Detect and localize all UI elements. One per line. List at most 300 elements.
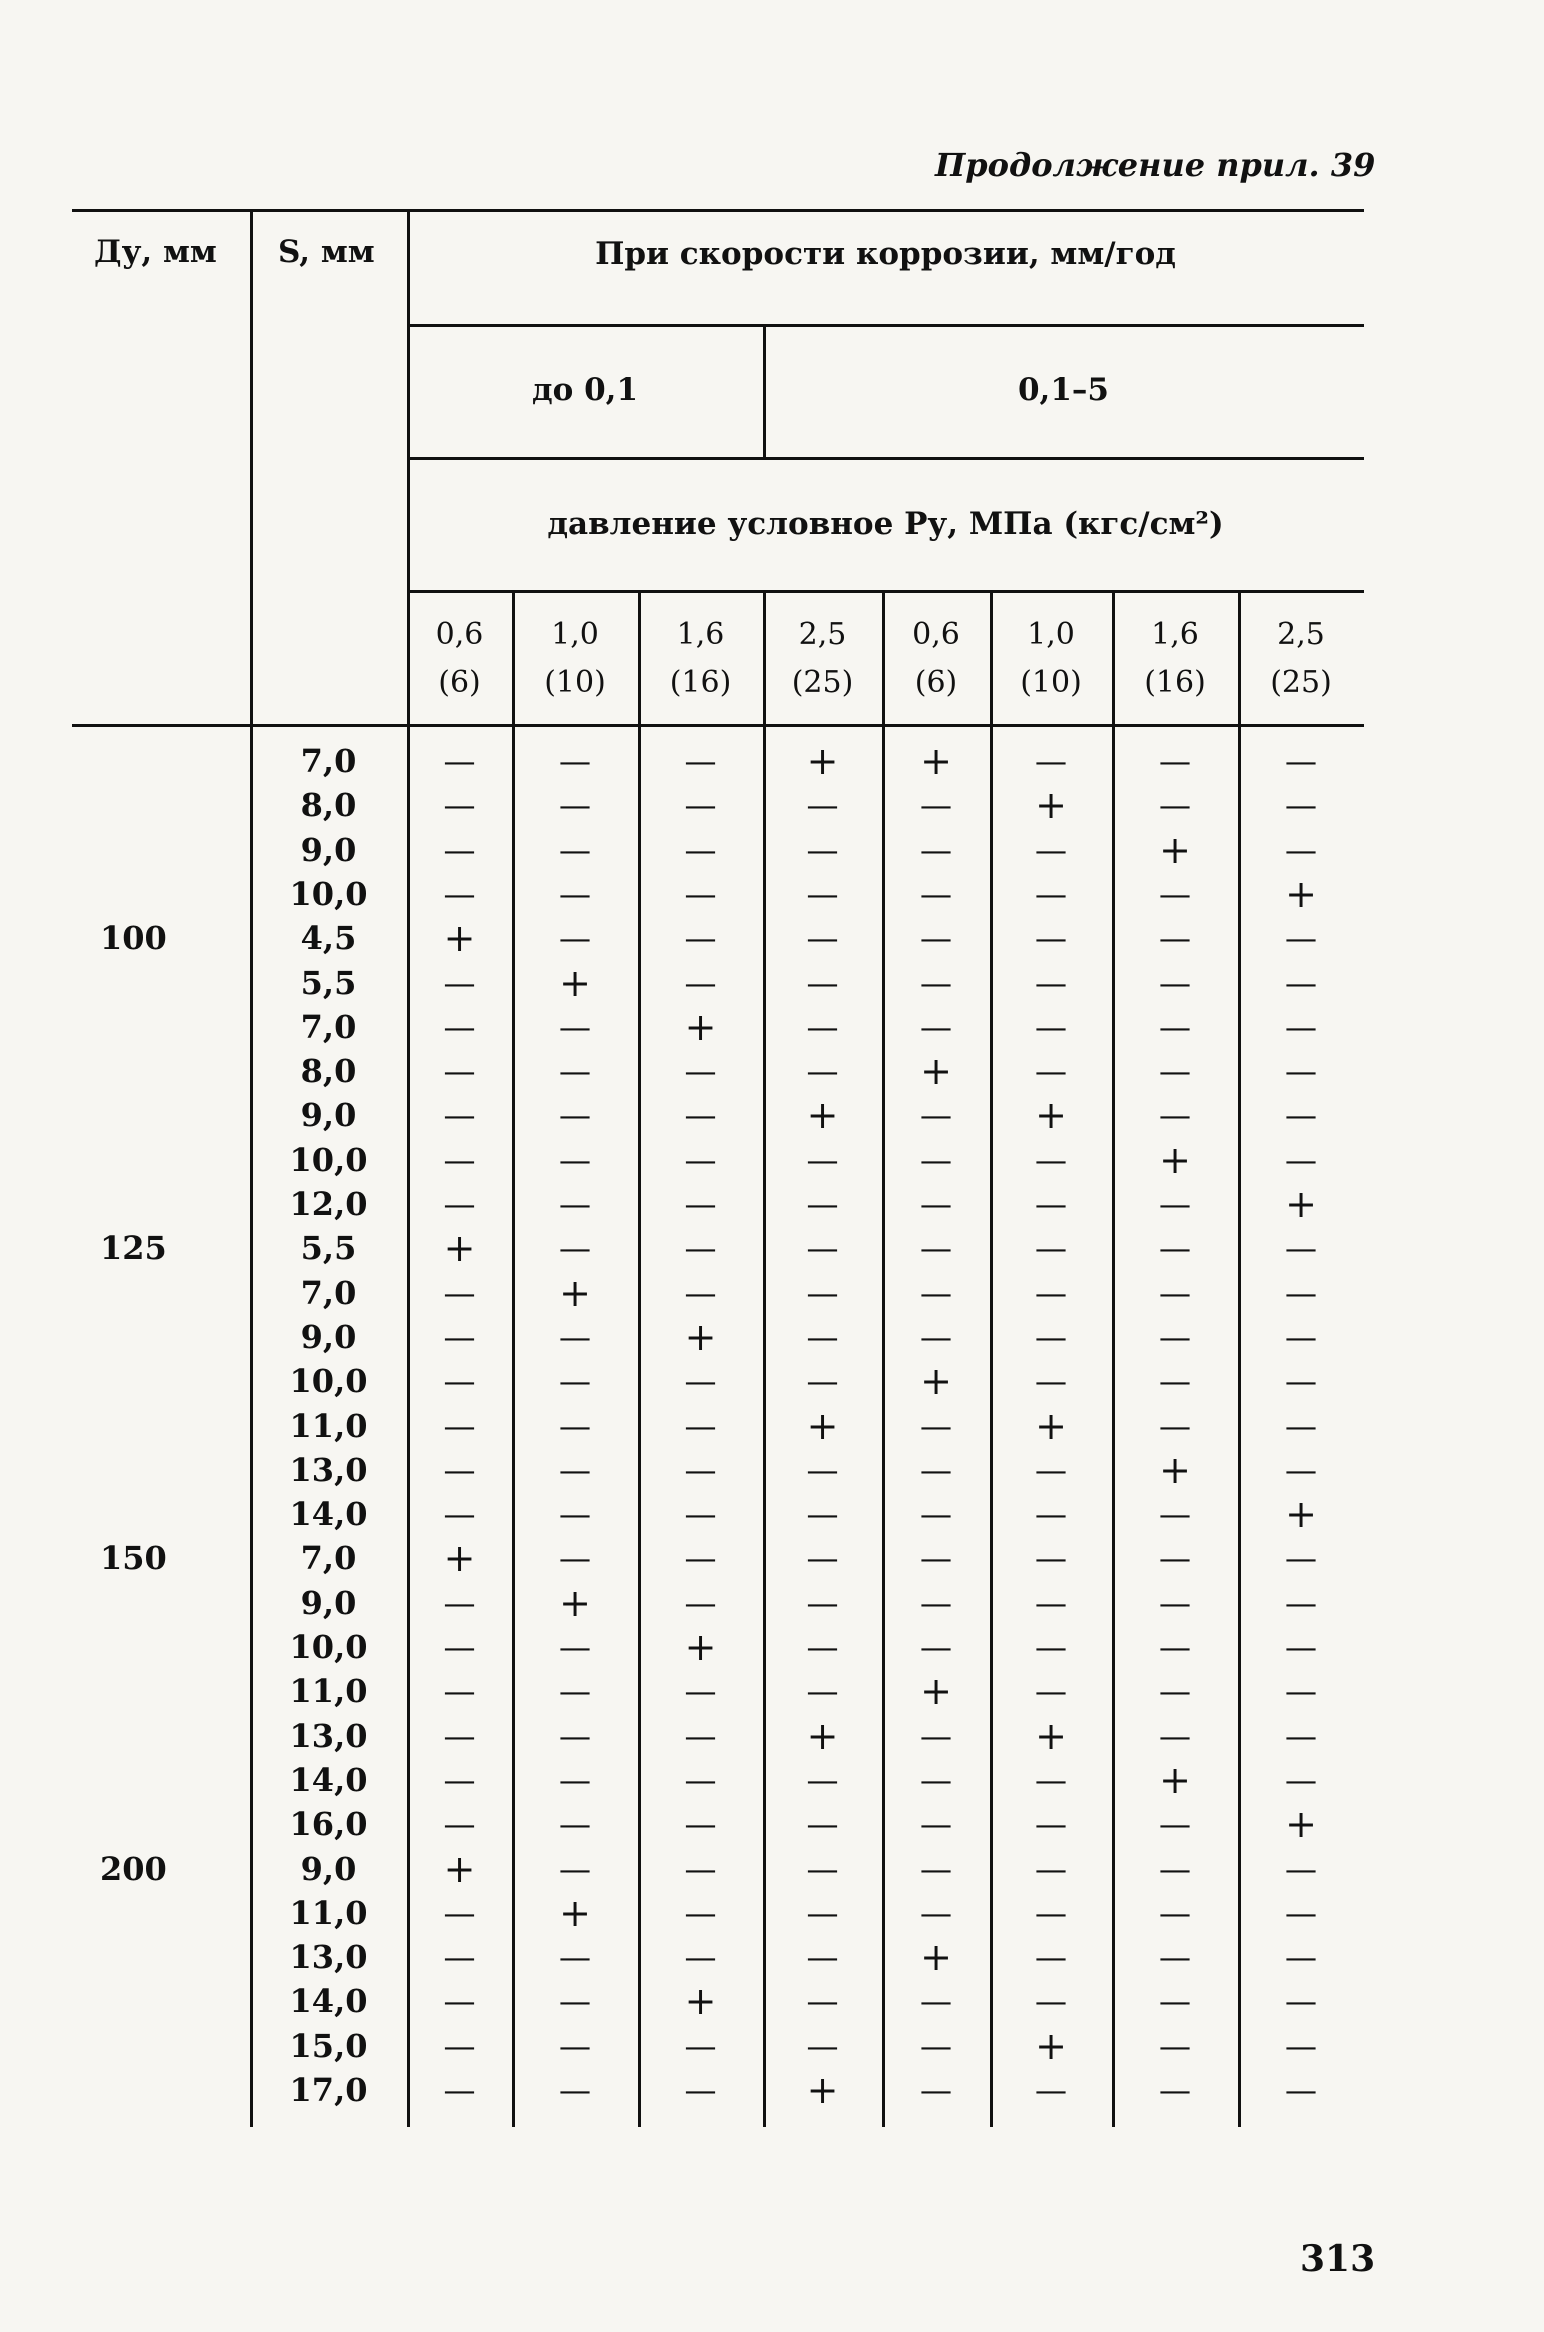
not-applicable-mark: —: [806, 1760, 839, 1799]
pressure-kgf: (16): [1144, 665, 1206, 700]
not-applicable-mark: —: [920, 1007, 952, 1046]
applicable-mark: +: [1285, 871, 1317, 916]
pressure-kgf: (10): [544, 665, 606, 700]
not-applicable-mark: —: [806, 1052, 839, 1091]
not-applicable-mark: —: [1285, 1229, 1317, 1268]
not-applicable-mark: —: [1285, 1982, 1317, 2021]
not-applicable-mark: —: [443, 1628, 476, 1666]
not-applicable-mark: —: [920, 1229, 952, 1268]
not-applicable-mark: —: [443, 1406, 476, 1445]
not-applicable-mark: —: [920, 1982, 952, 2021]
s-value: 14,0: [289, 1982, 368, 2021]
applicable-mark: +: [1035, 1093, 1067, 1138]
s-value: 9,0: [300, 1849, 357, 1888]
not-applicable-mark: —: [684, 1539, 717, 1578]
not-applicable-mark: —: [1159, 1672, 1191, 1711]
not-applicable-mark: —: [443, 1273, 476, 1312]
not-applicable-mark: —: [1035, 1893, 1067, 1932]
not-applicable-mark: —: [920, 1583, 952, 1622]
not-applicable-mark: —: [1159, 1583, 1191, 1622]
s-value: 7,0: [300, 1539, 357, 1578]
not-applicable-mark: —: [443, 1805, 476, 1844]
not-applicable-mark: —: [1159, 1495, 1191, 1534]
not-applicable-mark: —: [1285, 1583, 1317, 1622]
applicable-mark: +: [920, 1935, 952, 1980]
du-value: 100: [100, 919, 167, 958]
not-applicable-mark: —: [559, 1096, 591, 1135]
not-applicable-mark: —: [1159, 1317, 1191, 1356]
not-applicable-mark: —: [559, 1760, 591, 1799]
pressure-column-header: [512, 611, 638, 707]
pressure-mpa: 2,5: [798, 617, 847, 652]
not-applicable-mark: —: [684, 1760, 717, 1799]
not-applicable-mark: —: [920, 874, 952, 913]
not-applicable-mark: —: [806, 1229, 839, 1268]
s-value: 10,0: [289, 1140, 368, 1179]
applicable-mark: +: [1159, 1447, 1191, 1492]
not-applicable-mark: —: [920, 1450, 952, 1489]
s-value: 11,0: [289, 1672, 368, 1711]
applicable-mark: +: [559, 960, 591, 1005]
not-applicable-mark: —: [1159, 919, 1191, 958]
pressure-mpa: 1,0: [551, 617, 599, 652]
not-applicable-mark: —: [443, 830, 476, 869]
not-applicable-mark: —: [1285, 1140, 1317, 1179]
not-applicable-mark: —: [443, 1052, 476, 1091]
not-applicable-mark: —: [559, 1007, 591, 1046]
not-applicable-mark: —: [1035, 1849, 1067, 1888]
rate-range-high: 0,1–5: [1017, 372, 1109, 408]
not-applicable-mark: —: [920, 1716, 952, 1755]
pressure-column-header: [763, 611, 882, 707]
not-applicable-mark: —: [443, 2071, 476, 2109]
not-applicable-mark: —: [806, 963, 839, 1002]
not-applicable-mark: —: [806, 874, 839, 913]
applicable-mark: +: [1035, 783, 1067, 828]
pressure-mpa: 1,6: [1151, 617, 1199, 652]
not-applicable-mark: —: [920, 1096, 952, 1135]
not-applicable-mark: —: [1035, 1450, 1067, 1489]
not-applicable-mark: —: [559, 1672, 591, 1711]
pressure-column-header: [407, 611, 512, 707]
s-value: 7,0: [300, 1273, 357, 1312]
not-applicable-mark: —: [443, 742, 476, 780]
not-applicable-mark: —: [559, 2071, 591, 2109]
not-applicable-mark: —: [1159, 1982, 1191, 2021]
not-applicable-mark: —: [559, 830, 591, 869]
not-applicable-mark: —: [559, 1805, 591, 1844]
not-applicable-mark: —: [443, 1007, 476, 1046]
not-applicable-mark: —: [920, 1893, 952, 1932]
not-applicable-mark: —: [1035, 874, 1067, 913]
s-value: 4,5: [300, 919, 357, 958]
not-applicable-mark: —: [920, 1317, 952, 1356]
not-applicable-mark: —: [1159, 786, 1191, 825]
not-applicable-mark: —: [1285, 1628, 1317, 1666]
not-applicable-mark: —: [806, 1849, 839, 1888]
not-applicable-mark: —: [806, 1185, 839, 1223]
not-applicable-mark: —: [1285, 1539, 1317, 1578]
rate-range-rule: [407, 457, 1364, 460]
not-applicable-mark: —: [1035, 1672, 1067, 1711]
not-applicable-mark: —: [1159, 1052, 1191, 1091]
not-applicable-mark: —: [1159, 963, 1191, 1002]
applicable-mark: +: [806, 1403, 839, 1448]
not-applicable-mark: —: [920, 1140, 952, 1179]
not-applicable-mark: —: [920, 786, 952, 825]
not-applicable-mark: —: [559, 786, 591, 825]
not-applicable-mark: —: [1285, 1096, 1317, 1135]
not-applicable-mark: —: [1159, 1229, 1191, 1268]
not-applicable-mark: —: [1035, 1495, 1067, 1534]
not-applicable-mark: —: [806, 1938, 839, 1977]
not-applicable-mark: —: [684, 1362, 717, 1401]
not-applicable-mark: —: [443, 1362, 476, 1401]
not-applicable-mark: —: [1285, 786, 1317, 825]
s-value: 8,0: [300, 786, 357, 825]
not-applicable-mark: —: [1285, 1450, 1317, 1489]
not-applicable-mark: —: [1285, 1893, 1317, 1932]
pressure-column-header: [1112, 611, 1238, 707]
not-applicable-mark: —: [559, 919, 591, 958]
not-applicable-mark: —: [443, 874, 476, 913]
pressure-mpa: 1,0: [1027, 617, 1075, 652]
applicable-mark: +: [806, 739, 839, 783]
not-applicable-mark: —: [1035, 1273, 1067, 1312]
not-applicable-mark: —: [806, 1495, 839, 1534]
not-applicable-mark: —: [559, 1052, 591, 1091]
not-applicable-mark: —: [806, 1628, 839, 1666]
not-applicable-mark: —: [806, 1805, 839, 1844]
not-applicable-mark: —: [559, 1317, 591, 1356]
not-applicable-mark: —: [920, 1273, 952, 1312]
not-applicable-mark: —: [920, 1805, 952, 1844]
not-applicable-mark: —: [559, 2026, 591, 2065]
not-applicable-mark: —: [1035, 1539, 1067, 1578]
table-top-rule: [72, 209, 1364, 212]
not-applicable-mark: —: [806, 1007, 839, 1046]
s-value: 5,5: [300, 1229, 357, 1268]
not-applicable-mark: —: [1159, 1539, 1191, 1578]
not-applicable-mark: —: [806, 1583, 839, 1622]
applicable-mark: +: [559, 1270, 591, 1315]
not-applicable-mark: —: [1035, 1229, 1067, 1268]
s-value: 14,0: [289, 1760, 368, 1799]
not-applicable-mark: —: [559, 1450, 591, 1489]
not-applicable-mark: —: [684, 1672, 717, 1711]
applicable-mark: +: [684, 1625, 717, 1669]
not-applicable-mark: —: [1285, 919, 1317, 958]
applicable-mark: +: [443, 1536, 476, 1581]
not-applicable-mark: —: [684, 1273, 717, 1312]
pressure-mpa: 1,6: [676, 617, 725, 652]
s-value: 11,0: [289, 1406, 368, 1445]
not-applicable-mark: —: [443, 1096, 476, 1135]
s-value: 10,0: [289, 1628, 368, 1666]
continuation-caption: Продолжение прил. 39: [935, 146, 1376, 184]
not-applicable-mark: —: [684, 1583, 717, 1622]
not-applicable-mark: —: [920, 1495, 952, 1534]
pressure-kgf: (25): [791, 665, 854, 700]
not-applicable-mark: —: [806, 919, 839, 958]
s-value: 7,0: [300, 1007, 357, 1046]
not-applicable-mark: —: [443, 1760, 476, 1799]
s-value: 9,0: [300, 1096, 357, 1135]
s-value: 11,0: [289, 1893, 368, 1932]
not-applicable-mark: —: [1035, 1140, 1067, 1179]
not-applicable-mark: —: [1285, 742, 1317, 780]
not-applicable-mark: —: [559, 1495, 591, 1534]
applicable-mark: +: [920, 1359, 952, 1404]
not-applicable-mark: —: [559, 874, 591, 913]
not-applicable-mark: —: [1035, 1583, 1067, 1622]
not-applicable-mark: —: [806, 786, 839, 825]
not-applicable-mark: —: [559, 1140, 591, 1179]
not-applicable-mark: —: [1285, 2071, 1317, 2109]
not-applicable-mark: —: [1159, 1849, 1191, 1888]
not-applicable-mark: —: [920, 1760, 952, 1799]
not-applicable-mark: —: [1159, 2026, 1191, 2065]
not-applicable-mark: —: [1035, 1007, 1067, 1046]
not-applicable-mark: —: [920, 1185, 952, 1223]
not-applicable-mark: —: [920, 1539, 952, 1578]
pressure-label: давление условное Ру, МПа (кгс/см²): [547, 506, 1224, 542]
applicable-mark: +: [684, 1979, 717, 2024]
not-applicable-mark: —: [684, 1229, 717, 1268]
not-applicable-mark: —: [684, 874, 717, 913]
rate-range-low: до 0,1: [531, 372, 639, 408]
not-applicable-mark: —: [443, 1185, 476, 1223]
not-applicable-mark: —: [684, 1096, 717, 1135]
applicable-mark: +: [1285, 1802, 1317, 1847]
not-applicable-mark: —: [559, 1938, 591, 1977]
not-applicable-mark: —: [684, 830, 717, 869]
s-value: 9,0: [300, 830, 357, 869]
s-header: S, мм: [278, 234, 375, 270]
not-applicable-mark: —: [806, 1539, 839, 1578]
not-applicable-mark: —: [1159, 1007, 1191, 1046]
not-applicable-mark: —: [559, 1716, 591, 1755]
du-value: 150: [100, 1539, 167, 1578]
not-applicable-mark: —: [443, 1938, 476, 1977]
applicable-mark: +: [443, 1226, 476, 1271]
s-value: 10,0: [289, 1362, 368, 1401]
corrosion-rate-header: При скорости коррозии, мм/год: [595, 236, 1176, 272]
not-applicable-mark: —: [920, 1849, 952, 1888]
s-value: 7,0: [300, 742, 357, 780]
not-applicable-mark: —: [443, 1982, 476, 2021]
applicable-mark: +: [1159, 1137, 1191, 1182]
applicable-mark: +: [1035, 2023, 1067, 2068]
not-applicable-mark: —: [1159, 742, 1191, 780]
pressure-column-header: [990, 611, 1112, 707]
not-applicable-mark: —: [806, 1450, 839, 1489]
not-applicable-mark: —: [559, 1539, 591, 1578]
not-applicable-mark: —: [1159, 2071, 1191, 2109]
not-applicable-mark: —: [1035, 1362, 1067, 1401]
not-applicable-mark: —: [684, 786, 717, 825]
s-value: 10,0: [289, 874, 368, 913]
not-applicable-mark: —: [443, 963, 476, 1002]
not-applicable-mark: —: [1285, 1938, 1317, 1977]
applicable-mark: +: [920, 1669, 952, 1714]
applicable-mark: +: [1285, 1182, 1317, 1226]
not-applicable-mark: —: [559, 1982, 591, 2021]
pressure-kgf: (16): [669, 665, 732, 700]
page-number: 313: [1300, 2238, 1376, 2280]
applicable-mark: +: [920, 739, 952, 783]
not-applicable-mark: —: [1035, 1760, 1067, 1799]
not-applicable-mark: —: [684, 1716, 717, 1755]
not-applicable-mark: —: [806, 1672, 839, 1711]
not-applicable-mark: —: [1159, 1628, 1191, 1666]
not-applicable-mark: —: [559, 1229, 591, 1268]
applicable-mark: +: [806, 1093, 839, 1138]
not-applicable-mark: —: [1035, 1628, 1067, 1666]
not-applicable-mark: —: [920, 830, 952, 869]
not-applicable-mark: —: [1285, 1007, 1317, 1046]
pressure-kgf: (6): [914, 665, 958, 700]
not-applicable-mark: —: [920, 2026, 952, 2065]
not-applicable-mark: —: [684, 1406, 717, 1445]
applicable-mark: +: [920, 1049, 952, 1094]
pressure-column-header: [638, 611, 763, 707]
not-applicable-mark: —: [684, 1450, 717, 1489]
not-applicable-mark: —: [559, 1628, 591, 1666]
not-applicable-mark: —: [443, 1317, 476, 1356]
not-applicable-mark: —: [806, 2026, 839, 2065]
not-applicable-mark: —: [806, 1982, 839, 2021]
not-applicable-mark: —: [443, 786, 476, 825]
rate-group-rule: [407, 324, 1364, 327]
not-applicable-mark: —: [559, 1406, 591, 1445]
not-applicable-mark: —: [684, 963, 717, 1002]
s-value: 12,0: [289, 1185, 368, 1223]
not-applicable-mark: —: [684, 2026, 717, 2065]
not-applicable-mark: —: [1159, 1096, 1191, 1135]
not-applicable-mark: —: [684, 1938, 717, 1977]
s-value: 15,0: [289, 2026, 368, 2065]
applicable-mark: +: [1159, 1757, 1191, 1802]
applicable-mark: +: [443, 1846, 476, 1891]
not-applicable-mark: —: [806, 1273, 839, 1312]
not-applicable-mark: —: [1285, 1273, 1317, 1312]
applicable-mark: +: [1035, 1403, 1067, 1448]
not-applicable-mark: —: [806, 830, 839, 869]
not-applicable-mark: —: [684, 1893, 717, 1932]
not-applicable-mark: —: [1035, 1982, 1067, 2021]
not-applicable-mark: —: [1159, 1716, 1191, 1755]
not-applicable-mark: —: [1035, 830, 1067, 869]
not-applicable-mark: —: [920, 1406, 952, 1445]
not-applicable-mark: —: [684, 1052, 717, 1091]
not-applicable-mark: —: [684, 1185, 717, 1223]
not-applicable-mark: —: [1285, 1362, 1317, 1401]
not-applicable-mark: —: [1159, 1938, 1191, 1977]
not-applicable-mark: —: [1285, 1052, 1317, 1091]
not-applicable-mark: —: [806, 1317, 839, 1356]
not-applicable-mark: —: [684, 1140, 717, 1179]
not-applicable-mark: —: [1035, 919, 1067, 958]
not-applicable-mark: —: [443, 1893, 476, 1932]
not-applicable-mark: —: [1159, 874, 1191, 913]
pressure-kgf: (10): [1020, 665, 1082, 700]
s-value: 16,0: [289, 1805, 368, 1844]
not-applicable-mark: —: [559, 1185, 591, 1223]
not-applicable-mark: —: [684, 2071, 717, 2109]
pressure-mpa: 2,5: [1277, 617, 1325, 652]
applicable-mark: +: [806, 2068, 839, 2112]
not-applicable-mark: —: [1285, 963, 1317, 1002]
s-value: 8,0: [300, 1052, 357, 1091]
not-applicable-mark: —: [443, 2026, 476, 2065]
s-value: 13,0: [289, 1938, 368, 1977]
not-applicable-mark: —: [1285, 1760, 1317, 1799]
s-value: 13,0: [289, 1716, 368, 1755]
du-value: 125: [100, 1229, 167, 1268]
not-applicable-mark: —: [1035, 1052, 1067, 1091]
not-applicable-mark: —: [684, 1495, 717, 1534]
header-bottom-rule: [72, 724, 1364, 727]
not-applicable-mark: —: [920, 963, 952, 1002]
not-applicable-mark: —: [1035, 2071, 1067, 2109]
s-value: 17,0: [289, 2071, 368, 2109]
du-header: Ду, мм: [94, 234, 217, 270]
applicable-mark: +: [684, 1314, 717, 1359]
applicable-mark: +: [1285, 1492, 1317, 1537]
not-applicable-mark: —: [684, 919, 717, 958]
s-value: 14,0: [289, 1495, 368, 1534]
not-applicable-mark: —: [1035, 1805, 1067, 1844]
not-applicable-mark: —: [920, 1628, 952, 1666]
not-applicable-mark: —: [1285, 1849, 1317, 1888]
applicable-mark: +: [443, 916, 476, 961]
applicable-mark: +: [1159, 827, 1191, 872]
not-applicable-mark: —: [806, 1362, 839, 1401]
not-applicable-mark: —: [1285, 1317, 1317, 1356]
applicable-mark: +: [559, 1890, 591, 1935]
not-applicable-mark: —: [1285, 1406, 1317, 1445]
not-applicable-mark: —: [443, 1583, 476, 1622]
pressure-column-header: [882, 611, 990, 707]
not-applicable-mark: —: [559, 1362, 591, 1401]
pressure-mpa: 0,6: [912, 617, 960, 652]
not-applicable-mark: —: [1285, 1672, 1317, 1711]
not-applicable-mark: —: [443, 1450, 476, 1489]
pipe-selection-table: [72, 209, 1364, 2127]
s-value: 9,0: [300, 1583, 357, 1622]
pressure-kgf: (6): [438, 665, 481, 700]
pressure-label-rule: [407, 590, 1364, 593]
s-value: 13,0: [289, 1450, 368, 1489]
not-applicable-mark: —: [806, 1140, 839, 1179]
applicable-mark: +: [559, 1580, 591, 1625]
not-applicable-mark: —: [443, 1672, 476, 1711]
pressure-mpa: 0,6: [435, 617, 484, 652]
not-applicable-mark: —: [1035, 1317, 1067, 1356]
not-applicable-mark: —: [1285, 830, 1317, 869]
not-applicable-mark: —: [1159, 1362, 1191, 1401]
not-applicable-mark: —: [559, 742, 591, 780]
not-applicable-mark: —: [1035, 963, 1067, 1002]
not-applicable-mark: —: [1285, 1716, 1317, 1755]
du-value: 200: [100, 1849, 167, 1888]
pressure-kgf: (25): [1270, 665, 1332, 700]
not-applicable-mark: —: [559, 1849, 591, 1888]
not-applicable-mark: —: [1035, 742, 1067, 780]
s-value: 9,0: [300, 1317, 357, 1356]
not-applicable-mark: —: [920, 2071, 952, 2109]
